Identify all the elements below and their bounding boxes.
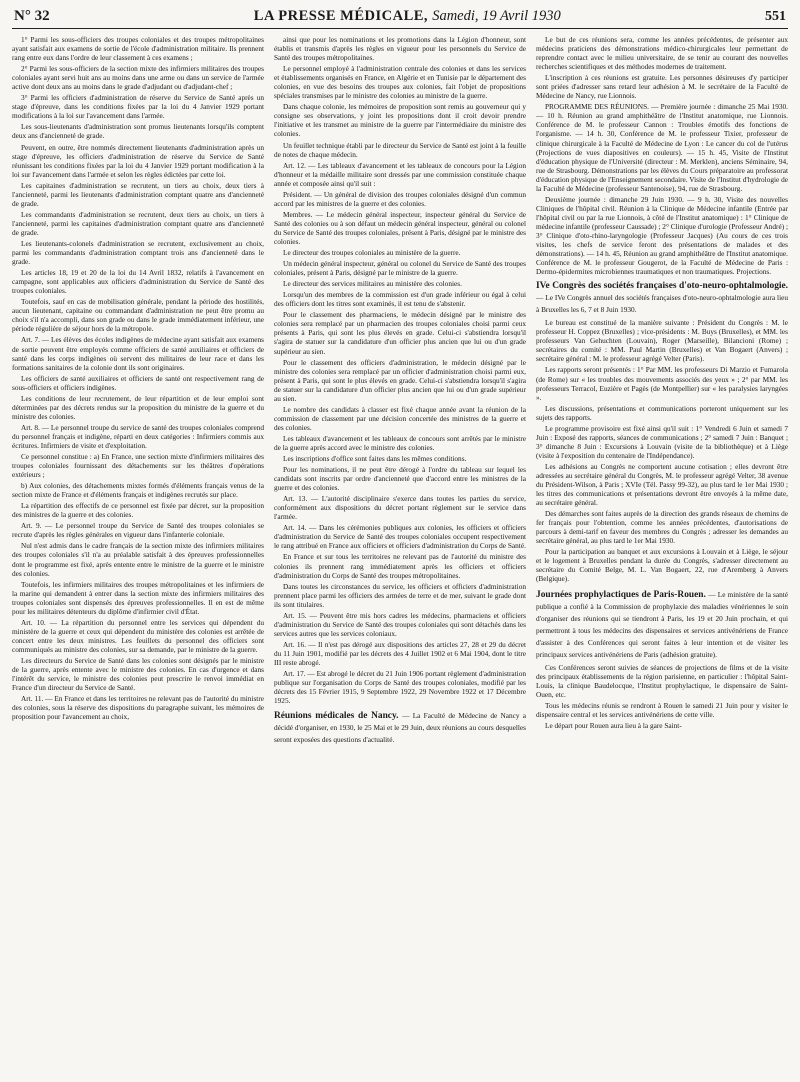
column-2 [274,35,526,1075]
paragraph: Art. 7. — Les élèves des écoles indigènes de médecine ayant satisfait aux examens de sortie peuvent être employés comme officiers de santé auxiliaires et officiers de santé dans les corps indigènes où servent des militaires de leur race et dans les formations sanitaires de la colonie dont ils sont originaires. [12,335,264,372]
paragraph: Art. 13. — L'autorité disciplinaire s'exerce dans toutes les parties du service, conformément aux dispositions du décret portant règlement sur le service dans l'armée. [274,494,526,522]
heading-text: — Le IVe Congrès annuel des sociétés françaises d'oto-neuro-ophtalmologie aura lieu à Bruxelles les 6, 7 et 8 Juin 1930. [536,293,788,315]
paragraph: Le but de ces réunions sera, comme les années précédentes, de présenter aux médecins praticiens des démonstrations médico-chirurgicales leur permettant de reprendre contact avec le milieu universitaire, de se tenir au courant des nouvelles recherches scientifiques et des méthodes modernes de traitement. [536,35,788,72]
heading-title: IVe Congrès des sociétés françaises d'oto-neuro-ophtalmologie. [536,281,788,292]
heading-title: Journées prophylactiques de Paris-Rouen. [536,589,706,600]
paragraph: Les tableaux d'avancement et les tableaux de concours sont arrêtés par le ministre de la guerre après accord avec le ministre des colonies. [274,433,526,452]
heading-text: — Le ministère de la santé publique a confié à la Commission de prophylaxie des maladies vénériennes le soin d'organiser des réunions qui se tiendront à Paris, les 19 et 20 Juin prochain, et qui permettront à tous les médecins des dispensaires et services antivénériens de France d'assister à des Conférences qui seront faites à leur intention et de visiter les principaux services antivénériens de Paris (adhésion gratuite). [536,589,788,659]
paragraph: Art. 11. — En France et dans les territoires ne relevant pas de l'autorité du ministre des colonies, sous la réserve des dispositions du paragraphe suivant, les mémoires de proposition pour l'avancement au choix, [12,694,264,722]
paragraph: Les discussions, présentations et communications porteront uniquement sur les sujets des rapports. [536,403,788,422]
paragraph: Les lieutenants-colonels d'administration se recrutent, exclusivement au choix, parmi les commandants d'administration comptant trois ans d'ancienneté dans le grade. [12,238,264,267]
paragraph: Le bureau est constitué de la manière suivante : Président du Congrès : M. le professeur H. Coppez (Bruxelles) ; vice-présidents : M. Buys (Bruxelles), et MM. les professeurs Van Gehuchten (Louvain), Roger (Marseille), Bilancioni (Rome) ; secrétaires du comité : MM. Paul Martin (Bruxelles) et Van Bogaert (Anvers) ; secrétaire général : M. le professeur agrégé Velter (Paris). [536,318,788,364]
paragraph: Les conditions de leur recrutement, de leur répartition et de leur emploi sont déterminées par des décrets rendus sur la proposition du ministre de la guerre et du ministre des colonies. [12,393,264,421]
paragraph: Ces Conférences seront suivies de séances de projections de films et de la visite des principaux établissements de la région parisienne, en particulier : l'hôpital Saint-Louis, la clinique Baudelocque, l'Institut prophylactique, le dispensaire de Saint-Ouen, etc. [536,662,788,699]
paragraph: ainsi que pour les nominations et les promotions dans la Légion d'honneur, sont établis et transmis d'après les règles en vigueur pour les personnels du Service de Santé des troupes métropolitaines. [274,35,526,63]
paragraph: Peuvent, en outre, être nommés directement lieutenants d'administration après un stage d'épreuve, les officiers d'administration de réserve du Service de Santé réunissant les conditions fixées par la loi du 4 Janvier 1929 portant modification à la loi sur l'avancement dans l'armée et selon les règles édictées par cette loi. [12,142,264,179]
section-heading [274,710,526,746]
masthead [12,6,788,29]
paragraph: Tous les médecins réunis se rendront à Rouen le samedi 21 Juin pour y visiter le dispensaire central et les services antivénériens de cette ville. [536,700,788,719]
paragraph: Le départ pour Rouen aura lieu à la gare Saint- [545,720,682,730]
journal-name: LA PRESSE MÉDICALE, [253,8,429,24]
paragraph: Le programme provisoire est fixé ainsi qu'il suit : 1° Vendredi 6 Juin et samedi 7 Juin : Exposé des rapports, séances de communications ; 2° samedi 7 Juin : Banquet ; 3° dimanche 8 Juin : Excursions à Louvain (visite de la bibliothèque) et à Liège (visite à l'exposition du centenaire de l'Indépendance). [536,423,788,460]
heading-title: Réunions médicales de Nancy. [274,711,399,722]
paragraph: Art. 10. — La répartition du personnel entre les services qui dépendent du ministère de la guerre et ceux qui dépendent du ministère des colonies est arrêtée de concert entre les deux ministres. Les feuillets du personnel des officiers sont communiqués au ministre des colonies, sur sa demande, par le ministre de la guerre. [12,617,264,654]
paragraph: Des démarches sont faites auprès de la direction des grands réseaux de chemins de fer français pour l'obtention, comme les années précédentes, d'autorisations de parcours à demi-tarif en faveur des membres du Congrès ; adresser les demandes au secrétaire général, au plus tard le 1er Mai 1930. [536,509,788,546]
paragraph: Dans chaque colonie, les mémoires de proposition sont remis au gouverneur qui y consigne ses observations, y joint les propositions dont il croit devoir prendre l'initiative et les transmet au ministre de la guerre par l'intermédiaire du ministre des colonies. [274,102,526,139]
paragraph: Les adhésions au Congrès ne comportent aucune cotisation ; elles devront être adressées au secrétaire général du Congrès, M. le professeur agrégé Velter, 38 avenue du Président-Wilson, à Paris ; XVIe (Tél. Passy 99-32), au plus tard le 1er Mai 1930 ; les titres des communications et présentations devront être envoyés à la même date, au secrétaire général. [536,461,788,508]
paragraph: 3° Parmi les officiers d'administration de réserve du Service de Santé après un stage d'épreuve, dans les conditions fixées par la loi du 4 Janvier 1929 portant modifications à la loi sur l'avancement dans l'armée. [12,93,264,121]
paragraph: Pour les nominations, il ne peut être dérogé à l'ordre du tableau sur lequel les candidats sont inscrits par ordre d'ancienneté que d'accord entre les ministres de la guerre et des colonies. [274,465,526,493]
columns [12,35,788,1075]
paragraph: Les commandants d'administration se recrutent, deux tiers au choix, un tiers à l'ancienneté, parmi les capitaines d'administration comptant quatre ans d'ancienneté de grade. [12,209,264,237]
paragraph: Dans toutes les circonstances du service, les officiers et officiers d'administration prennent place parmi les officiers des armées de terre et de mer, suivant le grade dont ils sont titulaires. [274,581,526,609]
page-number: 551 [765,9,786,24]
paragraph: Art. 15. — Peuvent être mis hors cadres les médecins, pharmaciens et officiers d'administration du Service de Santé des troupes coloniales qui sont détachés dans les services autres que les services coloniaux. [274,610,526,638]
paragraph: Un feuillet technique établi par le directeur du Service de Santé est joint à la feuille de notes de chaque médecin. [274,140,526,159]
paragraph: Le directeur des services militaires au ministère des colonies. [283,279,462,289]
paragraph: Les capitaines d'administration se recrutent, un tiers au choix, deux tiers à l'ancienneté, parmi les lieutenants d'administration comptant quatre ans d'ancienneté de grade. [12,180,264,208]
paragraph: Pour le classement des officiers d'administration, le médecin désigné par le ministre des colonies sera remplacé par un officier d'administration choisi parmi eux, présent à Paris, qui sont le plus élevés en grade. Celui-ci s'abstiendra lorsqu'il s'agira de statuer sur la candidature d'un officier plus ancien que lui ou d'un grade supérieur au sien. [274,357,526,403]
paragraph: b) Aux colonies, des détachements mixtes formés d'éléments français venus de la section mixte de France et d'éléments français et indigènes recrutés sur place. [12,481,264,500]
paragraph: 1° Parmi les sous-officiers des troupes coloniales et des troupes métropolitaines ayant satisfait aux examens de sortie de l'école d'administration militaire. Ils prennent rang entre eux dans l'ordre de leur classement à ces examens ; [12,35,264,63]
column-3 [536,35,788,1075]
paragraph: Art. 9. — Le personnel troupe du Service de Santé des troupes coloniales se recrute d'après les règles générales en vigueur dans l'infanterie coloniale. [12,521,264,540]
paragraph: Toutefois, sauf en cas de mobilisation générale, pendant la période des hostilités, aucun lieutenant, capitaine ou commandant d'administration ne peut être promu au choix s'il n'a accompli, dans son grade ou dans le grade immédiatement inférieur, une période régulière de séjour hors de la métropole. [12,297,264,334]
paragraph: Les directeurs du Service de Santé dans les colonies sont désignés par le ministre de la guerre, après entente avec le ministre des colonies. En cas d'urgence et dans l'intérêt du service, le ministre des colonies peut prescrire le renvoi immédiat en France d'un directeur du Service de Santé. [12,656,264,693]
paragraph: Les officiers de santé auxiliaires et officiers de santé ont respectivement rang de sous-officiers et officiers indigènes. [12,373,264,392]
paragraph: Le personnel employé à l'administration centrale des colonies et dans les services et établissements organisés en France, en Algérie et en Tunisie par le département des colonies, en vue des besoins des troupes aux colonies, fait l'objet de propositions spéciales transmises par le ministre des colonies au ministre de la guerre. [274,64,526,101]
paragraph: L'inscription à ces réunions est gratuite. Les personnes désireuses d'y participer sont priées d'adresser sans retard leur adhésion à M. le secrétaire de la Faculté de Médecine de Nancy, rue Lionnois. [536,73,788,101]
paragraph: Pour la participation au banquet et aux excursions à Louvain et à Liège, le séjour et le logement à Bruxelles pendant la durée du Congrès, s'adresser directement au secrétaire du Comité Belge, M. L. Van Bogaert, 22, rue d'Aremberg à Anvers (Belgique). [536,547,788,584]
paragraph: Un médecin général inspecteur, général ou colonel du Service de Santé des troupes coloniales, présent à Paris, désigné par le ministre de la guerre. [274,259,526,278]
paragraph: Le nombre des candidats à classer est fixé chaque année avant la réunion de la commission de classement par une décision concertée des ministres de la guerre et des colonies. [274,404,526,432]
paragraph: Deuxième journée : dimanche 29 Juin 1930. — 9 h. 30, Visite des nouvelles Cliniques de l'hôpital civil. Réunion à la Clinique de Médecine infantile (Entrée par l'hôpital civil ou par la rue Lionnois, à côté de l'Institut anatomique) : 1° Clinique de médecine infantile (professeur Caussade) ; 2° Clinique d'urologie (Professeur André) ; 3° Clinique d'oto-rhino-laryngologie (Professeur Jacques) (Au cours de ces trois visites, les chefs de service feront des présentations de malades et des démonstrations). — 14 h. 45, Réunion au grand amphithéâtre de l'Institut anatomique. Conférence de M. le professeur Gougerot, de la Faculté de Médecine de Paris : Dermo-épidermites microbiennes traumatiques et non traumatiques. Projections. [536,194,788,277]
paragraph: Membres. — Le médecin général inspecteur, inspecteur général du Service de Santé des colonies ou à son défaut un médecin général inspecteur, général ou colonel du Service de Santé des troupes coloniales, présent à Paris, désigné par le ministre des colonies. [274,209,526,246]
paragraph: Pour le classement des pharmaciens, le médecin désigné par le ministre des colonies sera remplacé par un pharmacien des troupes coloniales choisi parmi ceux présents à Paris, qui sont les plus élevés en grade. Celui-ci s'abstiendra lorsqu'il s'agira de statuer sur la candidature d'un officier plus ancien que lui ou d'un grade supérieur au sien. [274,310,526,356]
paragraph: Les articles 18, 19 et 20 de la loi du 14 Avril 1832, relatifs à l'avancement en campagne, sont applicables aux officiers d'administration du Service de Santé des troupes coloniales. [12,268,264,296]
paragraph: Toutefois, les infirmiers militaires des troupes métropolitaines et les infirmiers de la marine qui demandent à entrer dans la section mixte des infirmiers militaires des troupes coloniales sont dispensés des épreuves professionnelles. Il en est de même pour les militaires détenteurs du diplôme d'infirmier civil d'État. [12,579,264,616]
paragraph: Président. — Un général de division des troupes coloniales désigné d'un commun accord par les ministres de la guerre et des colonies. [274,189,526,208]
paragraph: 2° Parmi les sous-officiers de la section mixte des infirmiers militaires des troupes coloniales ayant servi huit ans au moins dans une arme ou dans un service de l'armée active dont deux ans au moins dans le grade d'adjudant ou d'adjudant-chef ; [12,64,264,92]
section-heading [536,281,788,316]
paragraph: En France et sur tous les territoires ne relevant pas de l'autorité du ministre des colonies ils prennent rang immédiatement après les officiers et officiers d'administration du Corps de Santé des troupes métropolitaines. [274,552,526,580]
paragraph: Art. 12. — Les tableaux d'avancement et les tableaux de concours pour la Légion d'honneur et la médaille militaire sont dressés par une commission constituée chaque année et composée ainsi qu'il suit : [274,160,526,188]
paragraph: Le directeur des troupes coloniales au ministère de la guerre. [283,248,461,258]
paragraph: Les inscriptions d'office sont faites dans les mêmes conditions. [283,454,467,464]
paragraph: La répartition des effectifs de ce personnel est fixée par décret, sur la proposition des ministres de la guerre et des colonies. [12,501,264,520]
paragraph: Les rapports seront présentés : 1° Par MM. les professeurs Di Marzio et Fumarola (de Rome) sur « les troubles des mouvements associés des yeux » ; 2° par MM. les professeurs Terracol, Euzière et Pagès (de Montpellier) sur « les paralysies laryngées ». [536,365,788,402]
heading-text: — La Faculté de Médecine de Nancy a décidé d'organiser, en 1930, le 25 Mai et le 29 Juin, deux réunions au cours desquelles seront exposées des questions d'actualité. [274,711,526,745]
paragraph: Les sous-lieutenants d'administration sont promus lieutenants lorsqu'ils comptent deux ans d'ancienneté de grade. [12,122,264,141]
paragraph: Ce personnel constitue : a) En France, une section mixte d'infirmiers militaires des troupes coloniales fournissant des détachements sur les théâtres d'opérations extérieurs ; [12,452,264,480]
journal-title [254,8,561,25]
paragraph: Lorsqu'un des membres de la commission est d'un grade inférieur ou égal à celui des officiers dont les titres sont examinés, il est tenu de s'abstenir. [274,290,526,309]
paragraph: PROGRAMME DES RÉUNIONS. — Première journée : dimanche 25 Mai 1930. — 10 h. Réunion au grand amphithéâtre de l'Institut anatomique, rue Lionnois. Conférence de M. le professeur Cannon : Troubles émotifs des fonctions de l'organisme. — 14 h. 30, Conférence de M. le professeur Tixier, professeur de clinique chirurgicale à la Faculté de Médecine de Lyon : Le cancer du col de l'utérus (Projections de vues diapositives en couleurs). — 15 h. 45, Visite de l'Institut d'éducation physique de l'Université (directeur : M. Merklen), anciens Séminaire, 94, rue de Strasbourg. Démonstrations par les élèves du Cours préparatoire au professorat d'éducation physique de l'Enseignement secondaire. Visite de l'Institut d'hydrologie de la Faculté de Médecine (professeur Santenoise), 94, rue de Strasbourg. [536,102,788,193]
paragraph: Art. 8. — Le personnel troupe du service de santé des troupes coloniales comprend du personnel français et indigène, réparti en deux catégories : Infirmiers commis aux écritures. Infirmiers de visite et d'exploitation. [12,422,264,450]
paragraph: Art. 14. — Dans les cérémonies publiques aux colonies, les officiers et officiers d'administration du Service de Santé des troupes coloniales occupent respectivement le rang attribué en France aux officiers et officiers d'administration du Corps de Santé. [274,523,526,551]
issue-date: Samedi, 19 Avril 1930 [432,8,561,24]
paragraph: Nul n'est admis dans le cadre français de la section mixte des infirmiers militaires des troupes coloniales s'il n'a au préalable satisfait à des épreuves professionnelles dont le programme est fixé, après entente entre le ministre de la guerre et le ministre des colonies. [12,541,264,578]
paragraph: Art. 16. — Il n'est pas dérogé aux dispositions des articles 27, 28 et 29 du décret du 11 Juin 1901, modifié par les décrets des 4 Juillet 1902 et 6 Mai 1904, dont le titre III reste abrogé. [274,639,526,667]
column-1 [12,35,264,1075]
section-heading [536,589,788,661]
issue-number: N° 32 [14,8,50,24]
paragraph: Art. 17. — Est abrogé le décret du 21 Juin 1906 portant règlement d'administration publique sur l'organisation du Corps de Santé des troupes coloniales, modifié par les décrets des 15 Février 1915, 9 Septembre 1922, 29 Novembre 1922 et 17 Décembre 1925. [274,669,526,706]
